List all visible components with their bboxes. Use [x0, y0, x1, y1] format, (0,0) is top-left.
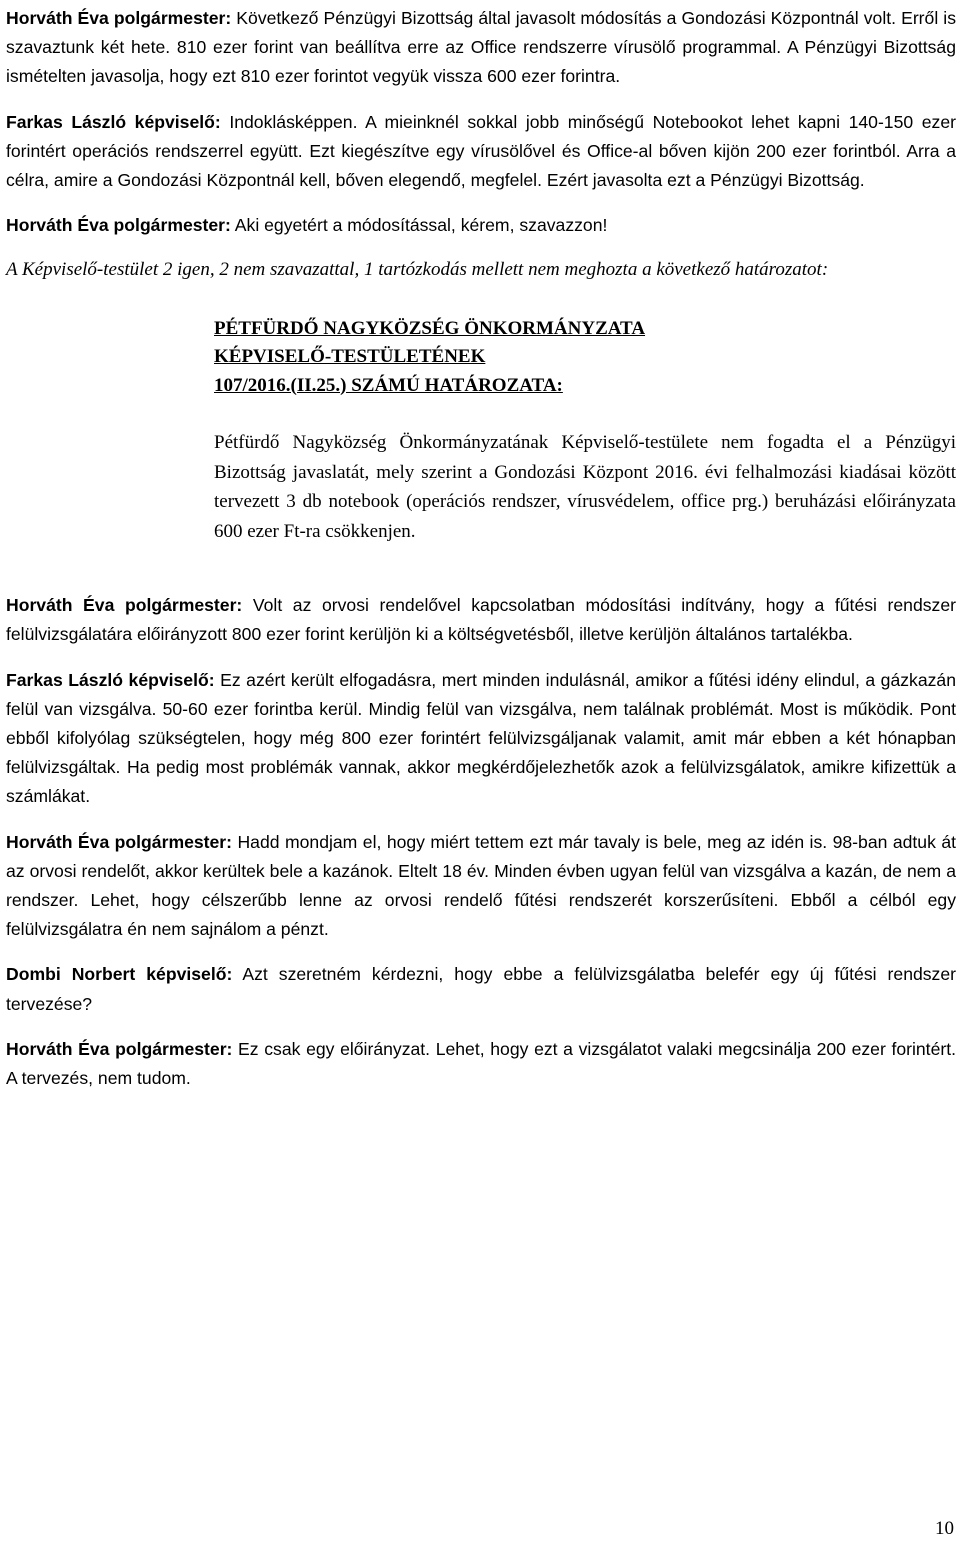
paragraph-mayor-5: [6, 1035, 956, 1093]
paragraph-mayor-2: [6, 211, 956, 240]
speech-text: Ez azért került elfogadásra, mert minden indulásnál, amikor a fűtési idény elindul, a gázkazán felül van vizsgálva. 50-60 ezer forintba kerül. Mindig felül van vizsgálva, nem találnak problémát. Most is működik. Pont ebből kifolyólag szükségtelen, hogy még 800 ezer forintért felülvizsgáljanak valamit, amit már ebben a két hónapban felülvizsgáltak. Ha pedig most problémák vannak, akkor megkérdőjelezhetők azok a felülvizsgálatok, amikre kifizettük a számlákat.: [6, 669, 956, 807]
speech-text: Következő Pénzügyi Bizottság által javasolt módosítás a Gondozási Központnál volt. Erről is szavaztunk két hete. 810 ezer forint van beállítva erre az Office rendszerre vírusölő programmal. A Pénzügyi Bizottság ismételten javasolja, hogy ezt 810 ezer forintot vegyük vissza 600 ezer forintra.: [6, 8, 956, 87]
speech-text: Aki egyetért a módosítással, kérem, szavazzon!: [230, 215, 608, 236]
paragraph-mayor-3: [6, 591, 956, 649]
vote-result: A Képviselő-testület 2 igen, 2 nem szavazattal, 1 tartózkodás mellett nem meghozta a következő határozatot:: [6, 259, 829, 281]
paragraph-mayor-1: [6, 4, 956, 92]
decision-title-line2: KÉPVISELŐ-TESTÜLETÉNEK: [214, 346, 486, 368]
speaker-label: Horváth Éva polgármester:: [6, 215, 231, 236]
speaker-label: Horváth Éva polgármester:: [6, 831, 233, 852]
speaker-label: Horváth Éva polgármester:: [6, 595, 243, 616]
paragraph-mayor-4: [6, 828, 956, 945]
decision-body: Pétfürdő Nagyközség Önkormányzatának Képviselő-testülete nem fogadta el a Pénzügyi Bizottság javaslatát, mely szerint a Gondozási Központ 2016. évi felhalmozási kiadásai között tervezett 3 db notebook (operációs rendszer, vírusvédelem, office prg.) beruházási előirányzata 600 ezer Ft-ra csökkenjen.: [214, 432, 956, 542]
speech-text: Volt az orvosi rendelővel kapcsolatban módosítási indítvány, hogy a fűtési rendszer felülvizsgálatára előirányzott 800 ezer forint kerüljön ki a költségvetésből, illetve kerüljön általános tartalékba.: [6, 595, 956, 645]
speech-text: Ez csak egy előirányzat. Lehet, hogy ezt a vizsgálatot valaki megcsinálja 200 ezer forintért. A tervezés, nem tudom.: [6, 1038, 956, 1088]
speaker-label: Farkas László képviselő:: [6, 669, 215, 690]
speaker-label: Horváth Éva polgármester:: [6, 1038, 233, 1059]
speech-text: Azt szeretném kérdezni, hogy ebbe a felülvizsgálatba belefér egy új fűtési rendszer tervezése?: [6, 964, 956, 1014]
decision-title-line1: PÉTFÜRDŐ NAGYKÖZSÉG ÖNKORMÁNYZATA: [214, 317, 646, 339]
speech-text: Indoklásképpen. A mieinknél sokkal jobb minőségű Notebookot lehet kapni 140-150 ezer forintért operációs rendszerrel együtt. Ezt kiegészítve egy vírusölővel és Office-al bőven kijön 200 ezer forintból. Arra a célra, amire a Gondozási Központnál kell, bőven elegendő, megfelel. Ezért javasolta ezt a Pénzügyi Bizottság.: [6, 111, 956, 191]
speaker-label: Dombi Norbert képviselő:: [6, 964, 233, 985]
decision-title: [214, 315, 956, 401]
paragraph-farkas-2: [6, 666, 956, 812]
speaker-label: Farkas László képviselő:: [6, 111, 221, 132]
speaker-label: Horváth Éva polgármester:: [6, 8, 232, 28]
speech-text: Hadd mondjam el, hogy miért tettem ezt már tavaly is bele, meg az idén is. 98-ban adtuk át az orvosi rendelőt, akkor kerültek bele a kazánok. Eltelt 18 év. Minden évben ugyan felül van vizsgálva a kazán, de nem a rendszer. Lehet, hogy célszerűbb lenne az orvosi rendelő fűtési rendszerét korszerűsíteni. Ebből a célból egy felülvizsgálatra én nem sajnálom a pénzt.: [6, 831, 956, 940]
paragraph-farkas-1: [6, 108, 956, 196]
page-number: 10: [935, 1518, 954, 1539]
document-page: [6, 4, 956, 1093]
paragraph-dombi-1: [6, 960, 956, 1018]
decision-title-line3: 107/2016.(II.25.) SZÁMÚ HATÁROZATA:: [214, 374, 563, 396]
